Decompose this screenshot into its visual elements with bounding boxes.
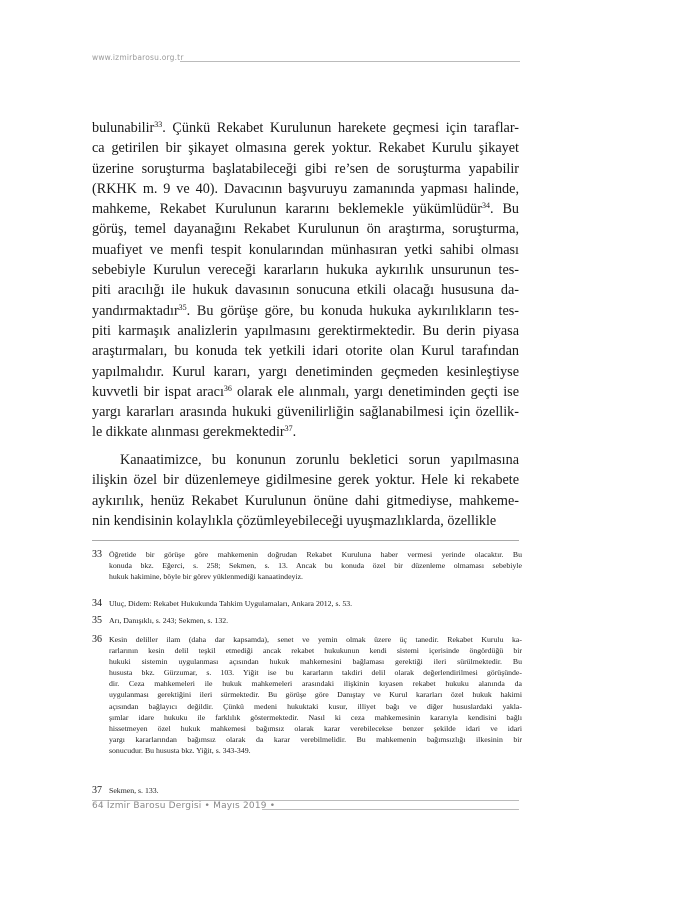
footnote-number: 37 [92,785,102,796]
footnote-ref[interactable]: 37 [284,424,293,434]
footnote-line: açısından bağlayıcı değildir. Çünkü medeni hukuktaki kusur, illiyet bağı ve diğer hususlardaki yakla- [109,701,522,711]
line-text: ca getirilen bir şikayet olmasına gerek yoktur. Rekabet Kurulu şikayet [92,140,519,157]
text-line [92,280,519,300]
line-text: kuvvetli bir ispat aracı [92,383,224,400]
text-line [92,511,519,531]
line-text: bulunabilir [92,120,155,136]
footnote-separator [92,540,519,541]
footnote-line: Sekmen, s. 133. [109,786,159,795]
line-text: sebebiyle Kurulun vereceği kararların hukuka aykırılık unsurunun tes- [92,262,519,279]
line-text: . Bu görüşe göre, bu konuda hukuka aykırılıkların tes- [186,302,519,319]
footnote-36 [92,634,522,756]
footer-text: 64 İzmir Barosu Dergisi • Mayıs 2019 • [92,801,276,811]
footnote-text [109,615,522,626]
line-text: piti karmaşık analizlerin yapılmasını gerektirmektedir. Bu derin piyasa [92,322,519,339]
text-line [92,422,519,442]
text-line [92,402,519,422]
line-text: (RKHK m. 9 ve 40). Davacının başvuruyu zamanında yapması halinde, [92,180,519,197]
footnote-line: sonucudur. Bu hususta bkz. Yiğit, s. 343-349. [109,745,251,755]
text-line [92,240,519,260]
line-text: . [292,424,297,441]
footnote-ref[interactable]: 36 [223,383,232,393]
footnote-text [109,785,522,796]
line-text: aykırılık, henüz Rekabet Kurulunun önüne dahi gitmediyse, mahkeme- [92,492,519,509]
line-text: piti aracılığı ile hukuk davasının sonucuna etkili olacağı hususuna da- [92,282,519,299]
footnote-line: uygulanması gerektiğini ileri sürmektedir. Bu görüşe göre Danıştay ve Kurul kararları özel hukuk hakimi [109,690,522,700]
line-text: araştırmaları, bu konuda tek yetkili idari otorite olan Kurul tarafından [92,343,519,360]
text-line [92,219,519,239]
line-text: nin kendisinin kolaylıkla çözümleyebileceği uyuşmazlıklarda, özellikle [92,512,497,529]
line-text: muafiyet ve menfi tespit konularından münhasıran yetki sahibi olması [92,241,519,258]
footnote-line: Öğretide bir görüşe göre mahkemenin doğrudan Rekabet Kuruluna haber vermesi yerinde olacaktır. Bu [109,550,522,559]
text-line [92,382,519,402]
footnote-line: rarlarının kesin delil teşkil etmediği ancak rekabet hukukunun kendi sistemi içerisinde öngördüğü bir [109,646,522,656]
text-line [92,159,519,179]
line-text: Kanaatimizce, bu konunun zorunlu bekletici sorun yapılmasına [120,452,519,468]
footer-rule-right [262,809,519,810]
line-text: yandırmaktadır [92,302,179,319]
header-rule [180,61,520,62]
footnote-line: Uluç, Didem: Rekabet Hukukunda Tahkim Uygulamaları, Ankara 2012, s. 53. [109,599,353,608]
line-text: mahkeme, Rekabet Kurulunun kararını beklemekle yükümlüdür [92,201,482,218]
text-line [92,260,519,280]
footnote-line: hukuk hakimine, böyle bir görev yüklenmediği kanaatindeyiz. [109,572,304,582]
footnote-line: hukuki sistemin uygulanması açısından hukuk mahkemesini bağlaması gerektiği ileri sürülmektedir. Bu [109,657,522,667]
footnote-line: konuda bkz. Eğerci, s. 258; Sekmen, s. 13. Ancak bu konuda özel bir düzenleme olmaması sebebiyle [109,561,522,571]
text-line [92,138,519,158]
footnote-number: 33 [92,549,102,560]
text-line [92,199,519,219]
footnote-37 [92,785,522,796]
line-text: ilişkin özel bir düzenlemeye gidilmesine gerek yoktur. Hele ki rekabete [92,472,519,489]
footnote-line: yargı kararlarından bağımsız olarak da karar verebilmelidir. Bu mahkemenin bağımsızlığı ilkesinin bir [109,734,522,744]
footnote-line: hissetmeyen özel hukuk mahkemesi bağımsız olarak karar verebilecekse benzer şekilde idari ve idari [109,723,522,733]
header-url: www.izmirbarosu.org.tr [92,53,184,62]
text-line [92,470,519,490]
footnote-33 [92,549,522,582]
footnote-text [109,598,522,609]
line-text: yargı kararları arasında hukuki güvenilirliğin sağlanabilmesi için özellik- [92,404,519,421]
footnote-ref[interactable]: 34 [482,201,490,211]
footnote-line: Kesin deliller ilam (daha dar kapsamda), senet ve yemin olmak üzere üç tanedir. Rekabet Kurulu ka- [109,635,522,644]
footnote-number: 36 [92,634,102,645]
footnote-line: hususta bkz. Gürzumar, s. 103. Yiğit ise bu kararların takdiri delil olarak değerlendirilmesi görüşünde- [109,668,522,678]
paragraph-1 [92,118,519,443]
line-text: üzerine soruşturma başlatabileceği gibi re’sen de soruşturma yapabilir [92,160,519,177]
text-line [92,301,519,321]
footnote-text [109,549,522,582]
line-text: görüş, temel dayanağını Rekabet Kurulunun ön araştırma, soruşturma, [92,221,519,238]
text-line [92,118,519,138]
text-line [92,491,519,511]
footnote-number: 35 [92,615,102,626]
footnote-line: Arı, Danışıklı, s. 243; Sekmen, s. 132. [109,616,229,625]
line-text: olarak ele alınmalı, yargı denetiminden geçti ise [231,383,519,400]
line-text: . Çünkü Rekabet Kurulunun harekete geçmesi için taraflar- [162,120,519,136]
footnote-line: dir. Ceza mahkemeleri ile hukuk mahkemeleri arasındaki ilişkinin kıyasen rekabet hukuku alanında da [109,679,522,689]
line-text: yapılmalıdır. Kurul kararı, yargı denetiminden geçmeden kesinleştiyse [92,363,519,380]
footnote-number: 34 [92,598,102,609]
footnote-line: şımlar idare hukuku ile farklılık göstermektedir. Nasıl ki ceza mahkemesinin kararıyla kendisini bağlı [109,712,522,722]
footnote-text [109,634,522,756]
text-line [92,341,519,361]
footnote-ref[interactable]: 33 [154,120,163,129]
text-line [92,450,519,470]
line-text: . Bu [490,201,519,218]
text-line [92,362,519,382]
footnote-34 [92,598,522,609]
line-text: le dikkate alınması gerekmektedir [92,424,285,441]
footnote-ref[interactable]: 35 [178,302,187,312]
footnote-35 [92,615,522,626]
paragraph-2 [92,450,519,531]
text-line [92,321,519,341]
text-line [92,179,519,199]
